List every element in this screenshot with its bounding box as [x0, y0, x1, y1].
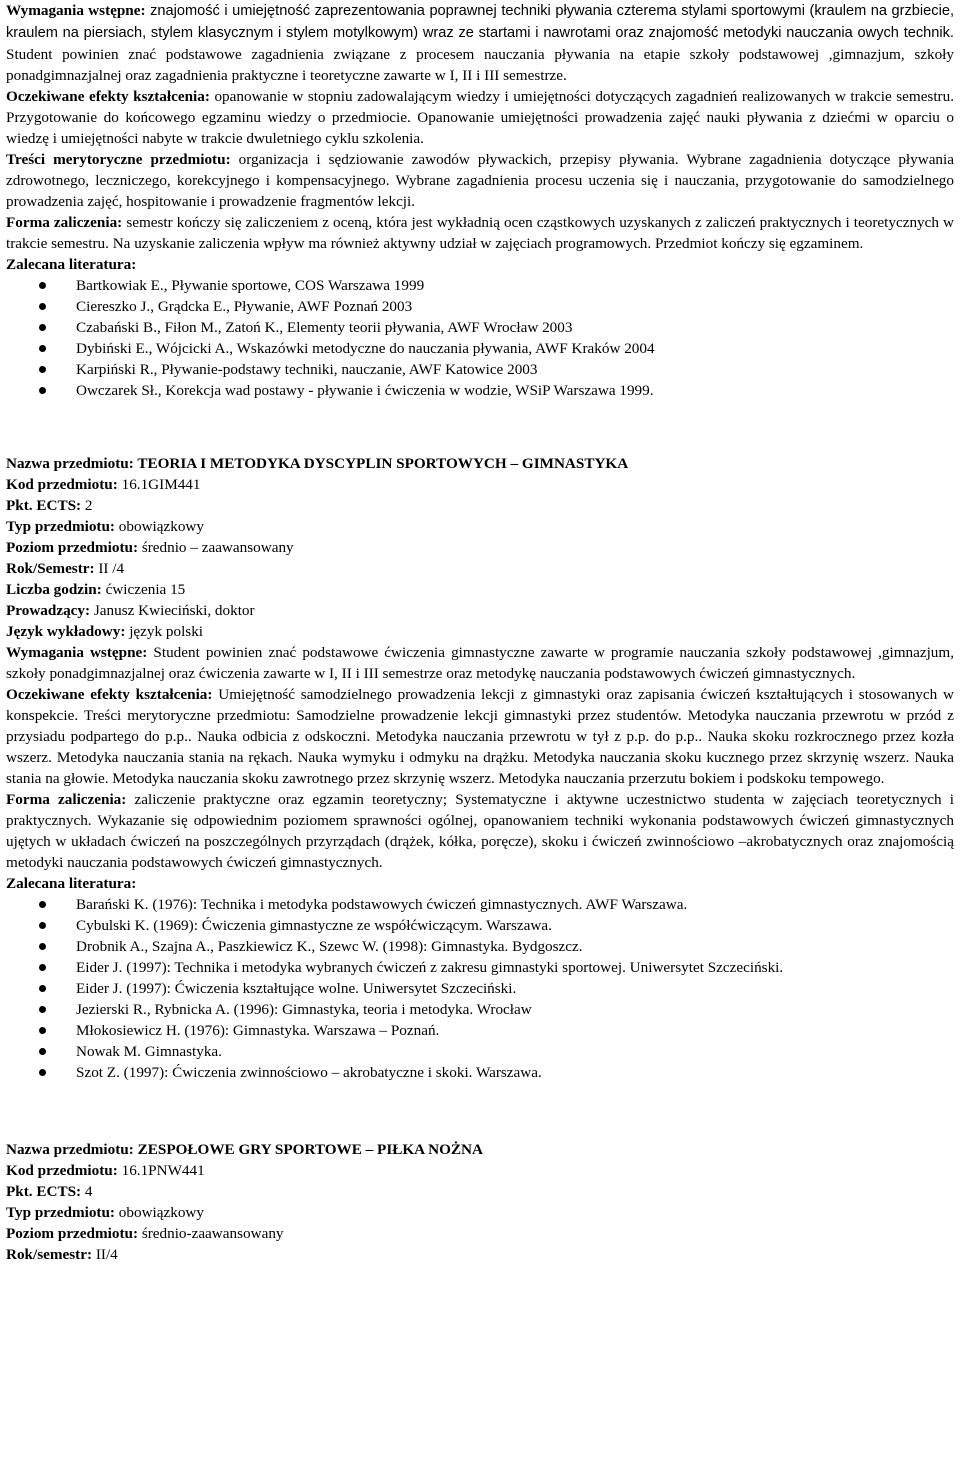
- list-item: Młokosiewicz H. (1976): Gimnastyka. Warszawa – Poznań.: [76, 1020, 954, 1041]
- requirements-text: znajomość i umiejętność zaprezentowania poprawnej techniki pływania czterema stylami sportowymi (kraulem na grzbiecie, kraulem na piersiach, stylem klasycznym i stylem motylkowym) wraz ze startami i nawrotami oraz znajomość metodyki nauczania owych technik.: [6, 3, 954, 41]
- course-level: Poziom przedmiotu: średnio – zaawansowany: [6, 539, 294, 556]
- list-item: Nowak M. Gimnastyka.: [76, 1041, 954, 1062]
- effects-paragraph: Oczekiwane efekty kształcenia: Umiejętność samodzielnego prowadzenia lekcji z gimnastyki oraz zapisania ćwiczeń kształtujących i stosowanych w konspekcie. Treści merytoryczne przedmiotu: Samodzielne prowadzenie lekcji gimnastyki przez studentów. Metodyka nauczania przewrotu w przód z przysiadu podpartego do p.p.. Nauka odbicia z odskoczni. Metodyka nauczania przewrotu w tył z p.p. do p.p.. Nauka skoku rozkrocznego przez kozła wszerz. Metodyka nauczania stania na rękach. Nauka wymyku i odmyku na drążku. Metodyka nauczania skoku kucznego przez skrzynię wszerz. Nauka stania na głowie. Metodyka nauczania skoku zawrotnego przez skrzynię wszerz. Metodyka nauczania przerzutu bokiem i podskoku tempowego.: [6, 686, 954, 787]
- course-hours: Liczba godzin: ćwiczenia 15: [6, 581, 186, 598]
- course-teacher: Prowadzący: Janusz Kwieciński, doktor: [6, 602, 255, 619]
- content-paragraph: [6, 149, 954, 212]
- list-item: Owczarek Sł., Korekcja wad postawy - pływanie i ćwiczenia w wodzie, WSiP Warszawa 1999.: [76, 380, 954, 401]
- assessment-text: semestr kończy się zaliczeniem z oceną, która jest wykładnią ocen cząstkowych uzyskanych z zaliczeń praktycznych i teoretycznych w trakcie semestru. Na uzyskanie zaliczenia wpływ ma również aktywny udział w zajęciach programowych. Przedmiot kończy się egzaminem.: [6, 214, 955, 252]
- effects-paragraph: [6, 86, 954, 149]
- section-football: [6, 1139, 954, 1265]
- assessment-label: Forma zaliczenia:: [6, 214, 123, 231]
- requirements-paragraph: [6, 0, 954, 86]
- list-item: Czabański B., Fiłon M., Zatoń K., Elementy teorii pływania, AWF Wrocław 2003: [76, 317, 954, 338]
- course-code: Kod przedmiotu: 16.1PNW441: [6, 1162, 205, 1179]
- literature-heading: Zalecana literatura:: [6, 875, 137, 892]
- course-language: Język wykładowy: język polski: [6, 623, 204, 640]
- list-item: Dybiński E., Wójcicki A., Wskazówki metodyczne do nauczania pływania, AWF Kraków 2004: [76, 338, 954, 359]
- list-item: Eider J. (1997): Ćwiczenia kształtujące wolne. Uniwersytet Szczeciński.: [76, 978, 954, 999]
- course-name: ZESPOŁOWE GRY SPORTOWE – PIŁKA NOŻNA: [133, 1141, 483, 1158]
- list-item: Eider J. (1997): Technika i metodyka wybranych ćwiczeń z zakresu gimnastyki sportowej. Uniwersytet Szczeciński.: [76, 957, 954, 978]
- list-item: Drobnik A., Szajna A., Paszkiewicz K., Szewc W. (1998): Gimnastyka. Bydgoszcz.: [76, 936, 954, 957]
- requirements-text-2: Student powinien znać podstawowe zagadnienia związane z procesem nauczania pływania na etapie szkoły podstawowej ,gimnazjum, szkoły ponadgimnazjalnej oraz zagadnienia praktyczne i teoretyczne zawarte w I, II i III semestrze.: [6, 46, 954, 84]
- course-year: Rok/Semestr: II /4: [6, 560, 125, 577]
- list-item: Karpiński R., Pływanie-podstawy techniki, nauczanie, AWF Katowice 2003: [76, 359, 954, 380]
- course-type: Typ przedmiotu: obowiązkowy: [6, 1204, 204, 1221]
- assessment-paragraph: [6, 212, 954, 254]
- course-title: Nazwa przedmiotu: TEORIA I METODYKA DYSCYPLIN SPORTOWYCH – GIMNASTYKA: [6, 455, 629, 472]
- list-item: Ciereszko J., Grądcka E., Pływanie, AWF Poznań 2003: [76, 296, 954, 317]
- requirements-paragraph: Wymagania wstępne: Student powinien znać podstawowe ćwiczenia gimnastyczne zawarte w programie nauczania szkoły podstawowej ,gimnazjum, szkoły ponadgimnazjalnej oraz ćwiczenia zawarte w I, II i III semestrze oraz metodykę nauczania podstawowych ćwiczeń gimnastycznych.: [6, 644, 955, 682]
- list-item: Barański K. (1976): Technika i metodyka podstawowych ćwiczeń gimnastycznych. AWF Warszawa.: [76, 894, 954, 915]
- literature-list: [6, 275, 954, 401]
- section-swimming: [6, 0, 954, 401]
- course-title: Nazwa przedmiotu: ZESPOŁOWE GRY SPORTOWE – PIŁKA NOŻNA: [6, 1141, 483, 1158]
- content-label: Treści merytoryczne przedmiotu:: [6, 151, 231, 168]
- course-year: Rok/semestr: II/4: [6, 1246, 118, 1263]
- literature-list: [6, 894, 954, 1083]
- list-item: Szot Z. (1997): Ćwiczenia zwinnościowo – akrobatyczne i skoki. Warszawa.: [76, 1062, 954, 1083]
- content-text: organizacja i sędziowanie zawodów pływackich, przepisy pływania. Wybrane zagadnienia dotyczące pływania zdrowotnego, leczniczego, korekcyjnego i kompensacyjnego. Wybrane zagadnienia procesu uczenia się i nauczania, przygotowanie do samodzielnego prowadzenia zajęć, hospitowanie i prowadzenie fragmentów lekcji.: [6, 151, 954, 210]
- literature-heading: Zalecana literatura:: [6, 256, 137, 273]
- effects-label: Oczekiwane efekty kształcenia:: [6, 88, 210, 105]
- course-level: Poziom przedmiotu: średnio-zaawansowany: [6, 1225, 284, 1242]
- assessment-paragraph: Forma zaliczenia: zaliczenie praktyczne oraz egzamin teoretyczny; Systematyczne i aktywne uczestnictwo studenta w zajęciach teoretycznych i praktycznych. Wykazanie się odpowiednim poziomem sprawności ogólnej, opanowaniem techniki wykonania podstawowych ćwiczeń gimnastycznych ujętych w układach ćwiczeń na poszczególnych przyrządach (drążek, kółka, poręcze), skoku i ćwiczeń zwinnościowo –akrobatycznych oraz znajomością metodyki nauczania podstawowych ćwiczeń gimnastycznych.: [6, 791, 955, 871]
- course-ects: Pkt. ECTS: 4: [6, 1183, 93, 1200]
- course-name: TEORIA I METODYKA DYSCYPLIN SPORTOWYCH – GIMNASTYKA: [133, 455, 629, 472]
- list-item: Jezierski R., Rybnicka A. (1996): Gimnastyka, teoria i metodyka. Wrocław: [76, 999, 954, 1020]
- list-item: Bartkowiak E., Pływanie sportowe, COS Warszawa 1999: [76, 275, 954, 296]
- course-type: Typ przedmiotu: obowiązkowy: [6, 518, 204, 535]
- course-code: Kod przedmiotu: 16.1GIM441: [6, 476, 201, 493]
- requirements-label: Wymagania wstępne:: [6, 2, 146, 19]
- section-gymnastics: [6, 453, 954, 1083]
- list-item: Cybulski K. (1969): Ćwiczenia gimnastyczne ze współćwiczącym. Warszawa.: [76, 915, 954, 936]
- effects-text: opanowanie w stopniu zadowalającym wiedzy i umiejętności dotyczących zagadnień realizowanych w trakcie semestru. Przygotowanie do końcowego egzaminu wiedzy o przedmiocie. Opanowanie umiejętności prowadzenia zajęć nauki pływania z dziećmi w oparciu o wiedzę i umiejętności nabyte w trakcie dwuletniego cyklu szkolenia.: [6, 88, 955, 147]
- course-ects: Pkt. ECTS: 2: [6, 497, 93, 514]
